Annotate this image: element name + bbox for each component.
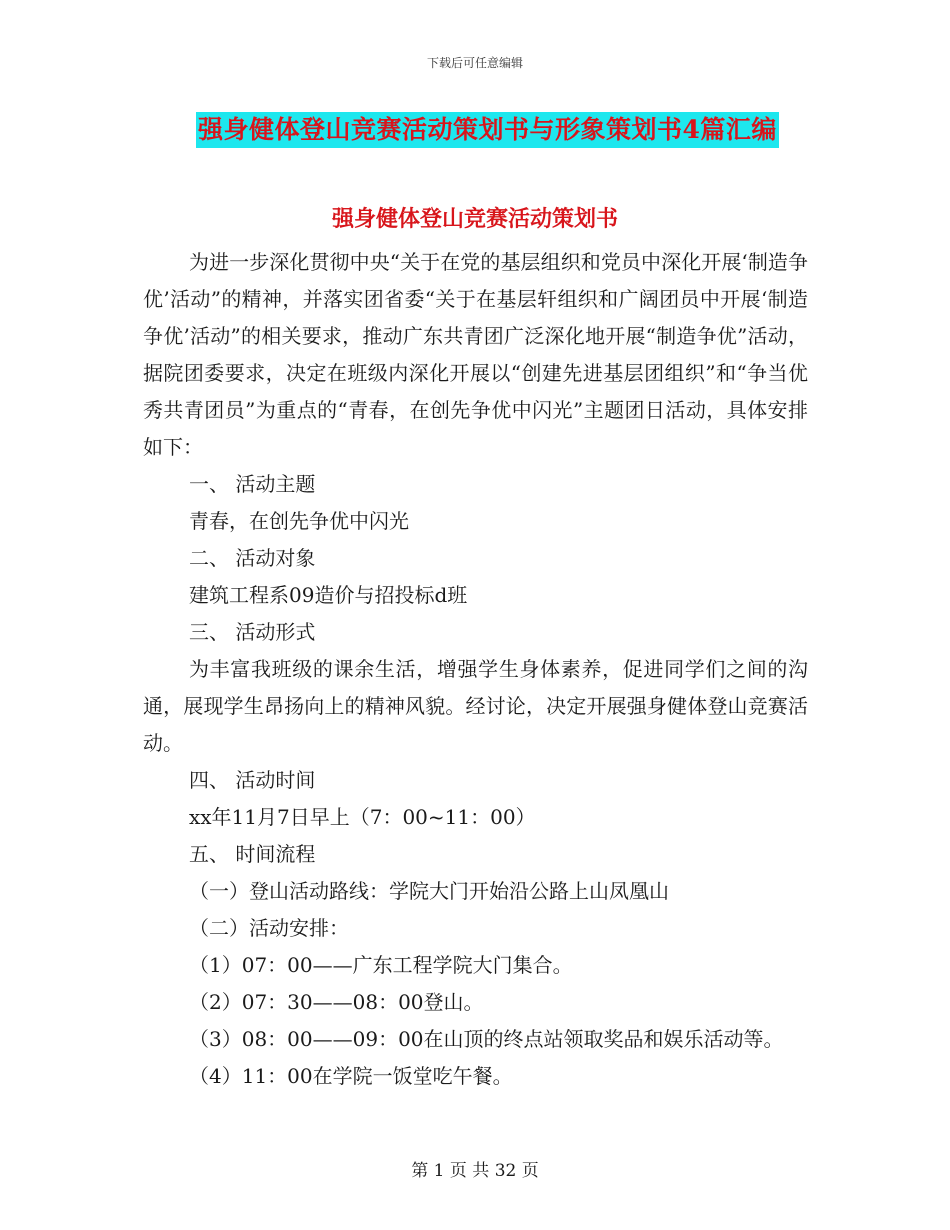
section-1-heading: 一、 活动主题 (189, 472, 316, 496)
section-4-content: xx年11月7日早上（7：00~11：00） (189, 805, 536, 829)
page-footer: 第 1 页 共 32 页 (411, 1161, 539, 1181)
section-5-heading: 五、 时间流程 (189, 842, 316, 866)
document-body (143, 244, 808, 1095)
route-line: （一）登山活动路线：学院大门开始沿公路上山凤凰山 (189, 879, 669, 903)
step-1: （1）07：00——广东工程学院大门集合。 (189, 953, 573, 977)
section-1-content: 青春，在创先争优中闪光 (189, 509, 409, 533)
section-4-heading: 四、 活动时间 (189, 768, 316, 792)
header-note: 下载后可任意编辑 (426, 56, 523, 70)
step-3: （3）08：00——09：00在山顶的终点站领取奖品和娱乐活动等。 (189, 1027, 784, 1051)
step-4: （4）11：00在学院一饭堂吃午餐。 (189, 1064, 513, 1088)
arrangement-line: （二）活动安排： (189, 916, 349, 940)
main-title: 强身健体登山竞赛活动策划书与形象策划书4篇汇编 (196, 112, 779, 148)
main-title-block (196, 112, 779, 148)
sub-title: 强身健体登山竞赛活动策划书 (331, 206, 618, 232)
section-2-heading: 二、 活动对象 (189, 546, 316, 570)
section-2-content: 建筑工程系09造价与招投标d班 (189, 583, 468, 607)
section-3-heading: 三、 活动形式 (189, 620, 316, 644)
step-2: （2）07：30——08：00登山。 (189, 990, 484, 1014)
intro-paragraph: 为进一步深化贯彻中央“关于在党的基层组织和党员中深化开展‘制造争优’活动”的精神，并落实团省委“关于在基层轩组织和广阔团员中开展‘制造争优’活动”的相关要求，推动广东共青团广泛深化地开展“制造争优”活动，据院团委要求，决定在班级内深化开展以“创建先进基层团组织”和“争当优秀共青团员”为重点的“青春，在创先争优中闪光”主题团日活动，具体安排如下： (143, 250, 808, 459)
section-3-content: 为丰富我班级的课余生活，增强学生身体素养，促进同学们之间的沟通，展现学生昂扬向上的精神风貌。经讨论，决定开展强身健体登山竞赛活动。 (143, 657, 808, 755)
